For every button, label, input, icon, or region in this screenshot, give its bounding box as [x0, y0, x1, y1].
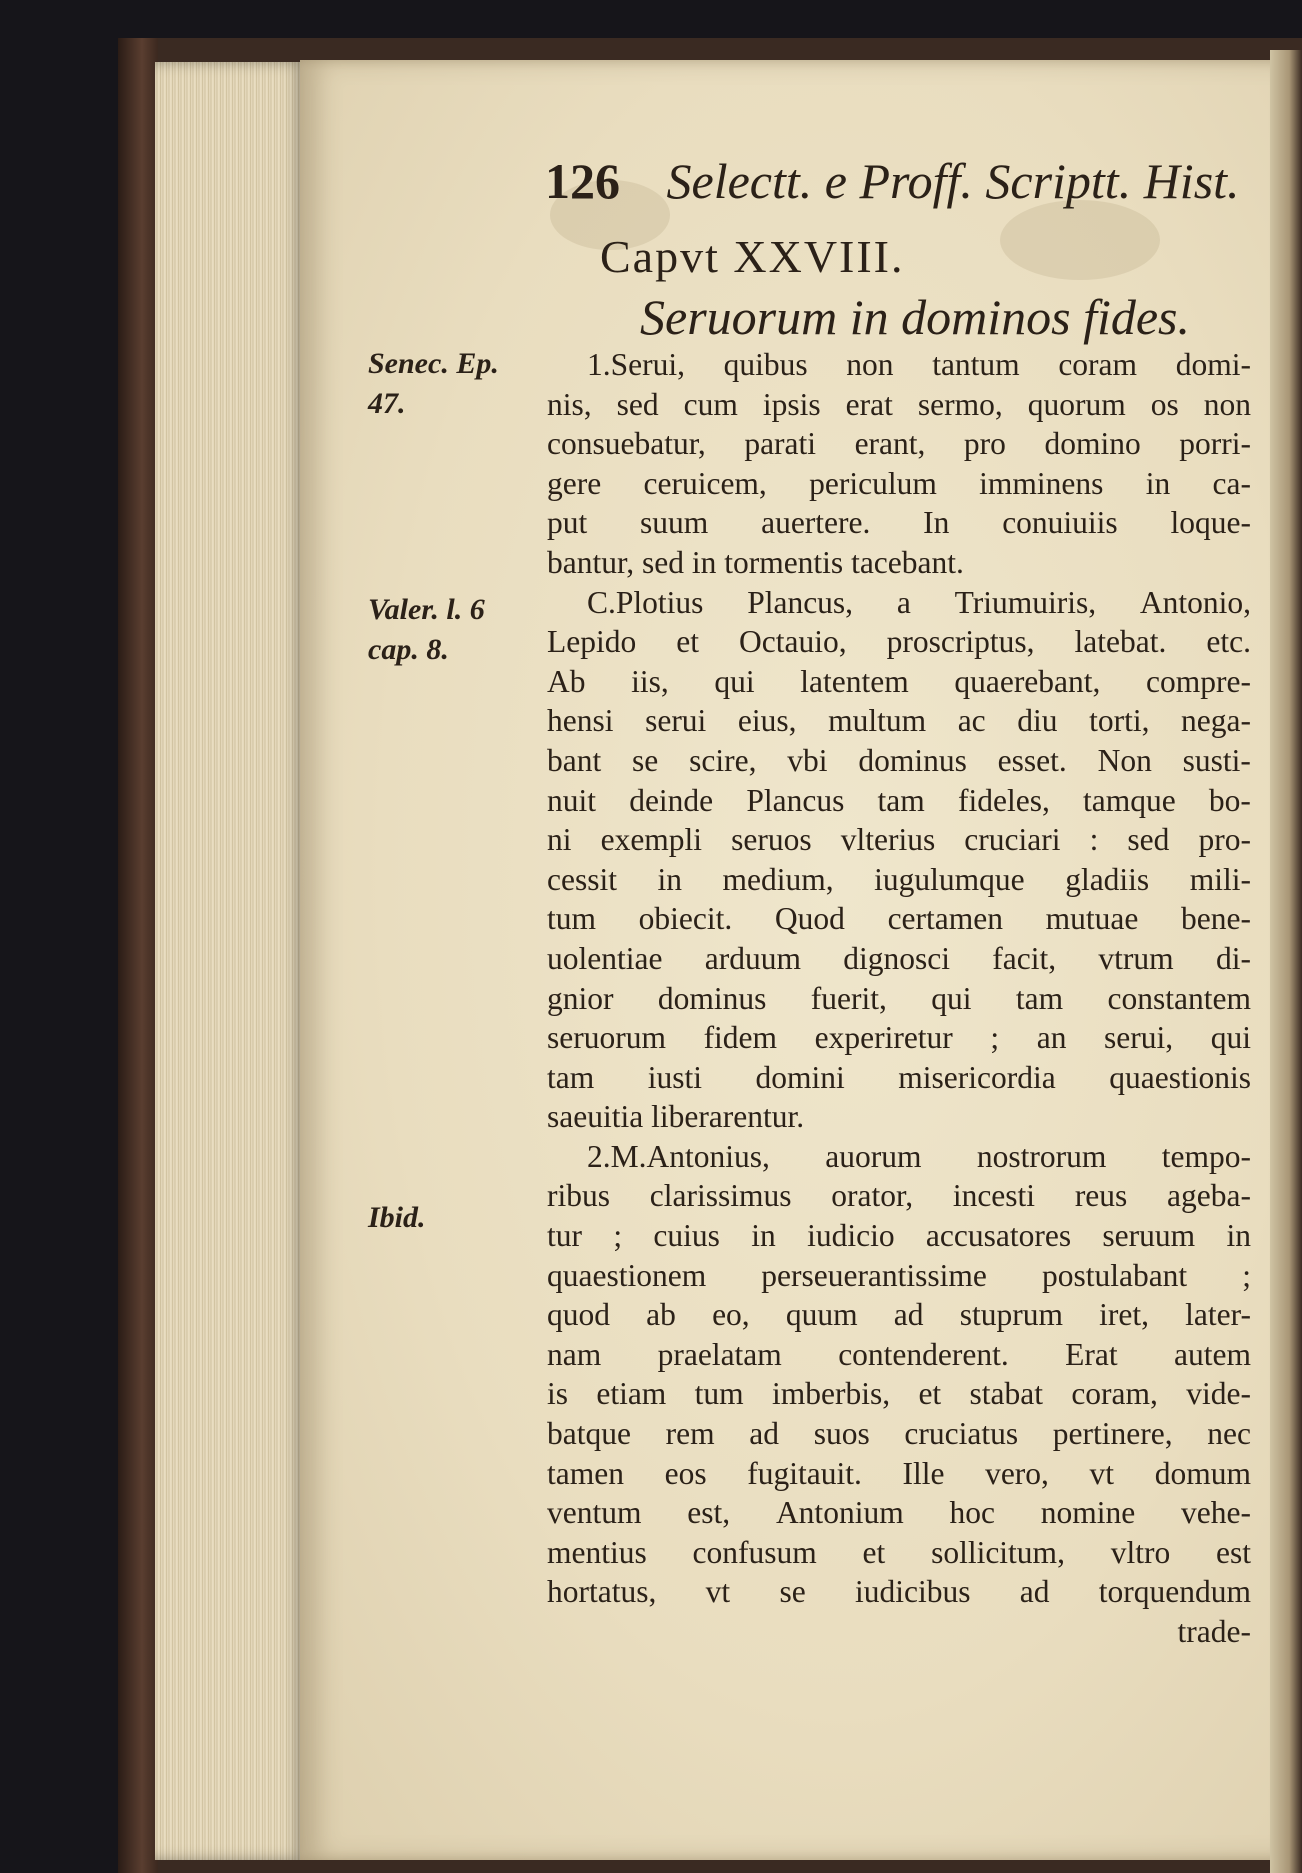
word: sed [616, 386, 659, 422]
word: vtrum [1098, 940, 1174, 976]
word: ad [893, 1297, 924, 1333]
word: coram, [1071, 1376, 1158, 1412]
word: cuius [653, 1218, 720, 1254]
page-right-edge [1270, 50, 1302, 1873]
word: in [751, 1218, 776, 1254]
word: vehe- [1181, 1495, 1251, 1531]
word: accusatores [925, 1218, 1072, 1254]
word: ; [1242, 1257, 1251, 1293]
margin-note-line: Senec. Ep. [368, 347, 499, 380]
word: ; [990, 1020, 1000, 1056]
word: domum [1154, 1455, 1251, 1491]
word: gere [547, 465, 602, 501]
word: hoc [949, 1495, 995, 1531]
word: Antonio, [1139, 584, 1251, 620]
word: fidem [703, 1020, 778, 1056]
word: domini [755, 1059, 845, 1095]
word: hensi [547, 703, 614, 739]
text-line [547, 1533, 1251, 1573]
word: dominus [657, 980, 767, 1016]
word: ipsis [762, 386, 821, 422]
word: confusum [692, 1534, 817, 1570]
word: etiam [596, 1376, 667, 1412]
margin-note-line: Valer. l. 6 [368, 593, 485, 626]
word: erat [845, 386, 893, 422]
word: medium, [722, 861, 834, 897]
text-line: saeuitia liberarentur. [547, 1099, 805, 1135]
word: nam [547, 1336, 602, 1372]
word: Plancus [746, 782, 845, 818]
word: fugitauit. [747, 1455, 862, 1491]
word: cruciatus [904, 1416, 1019, 1452]
word: praelatam [657, 1336, 782, 1372]
word: eo, [712, 1297, 750, 1333]
word: batque [547, 1416, 631, 1452]
word: pro [963, 426, 1006, 462]
word: ventum [547, 1495, 642, 1531]
text-line [547, 662, 1251, 702]
word: ceruicem, [643, 465, 767, 501]
word: sermo, [917, 386, 1003, 422]
word: hortatus, [547, 1574, 657, 1610]
word: nomine [1040, 1495, 1136, 1531]
text-line [547, 860, 1251, 900]
text-line [547, 1335, 1251, 1375]
word: deinde [629, 782, 714, 818]
word: fuerit, [810, 980, 887, 1016]
running-title: Selectt. e Proff. Scriptt. Hist. [666, 153, 1240, 209]
word: iudicibus [854, 1574, 971, 1610]
word: periculum [809, 465, 937, 501]
text-line [547, 583, 1251, 623]
word: nega- [1181, 703, 1251, 739]
text-line [547, 701, 1251, 741]
page-edges [155, 62, 305, 1860]
word: Non [1097, 742, 1152, 778]
word: latebat. [1074, 624, 1167, 660]
word: sed [1127, 822, 1170, 858]
word: tam [547, 1059, 595, 1095]
word: Plancus, [747, 584, 854, 620]
word: Antonium [775, 1495, 904, 1531]
word: qui [1210, 1020, 1251, 1056]
word: mili- [1189, 861, 1251, 897]
word: 2.M.Antonius, [587, 1138, 770, 1174]
word: gnior [547, 980, 614, 1016]
word: auertere. [761, 505, 871, 541]
word: orator, [831, 1178, 914, 1214]
text-line [547, 1414, 1251, 1454]
word: compre- [1146, 663, 1251, 699]
word: eius, [737, 703, 797, 739]
word: erant, [854, 426, 926, 462]
word: et [918, 1376, 942, 1412]
word: torquendum [1098, 1574, 1251, 1610]
word: se [632, 742, 659, 778]
word: tum [694, 1376, 744, 1412]
page-number: 126 [545, 153, 620, 209]
word: vt [1089, 1455, 1115, 1491]
word: ad [1019, 1574, 1050, 1610]
word: imminens [979, 465, 1104, 501]
word: quod [547, 1297, 610, 1333]
word: later- [1185, 1297, 1251, 1333]
word: Triumuiris, [954, 584, 1097, 620]
word: certamen [887, 901, 1003, 937]
word: parati [744, 426, 817, 462]
margin-note [368, 344, 543, 424]
word: gladiis [1065, 861, 1150, 897]
text-line [547, 1493, 1251, 1533]
word: se [779, 1574, 806, 1610]
word: tantum [932, 347, 1020, 382]
body-text [547, 345, 1251, 1652]
word: constantem [1107, 980, 1251, 1016]
word: scire, [689, 742, 757, 778]
text-line [547, 424, 1251, 464]
word: Ab [547, 663, 586, 699]
word: non [846, 347, 894, 382]
word: Ille [902, 1455, 945, 1491]
word: vero, [985, 1455, 1049, 1491]
chapter-subtitle: Seruorum in dominos fides. [640, 289, 1190, 345]
word: latentem [800, 663, 909, 699]
text-line [547, 939, 1251, 979]
word: iis, [631, 663, 669, 699]
word: vltro [1110, 1534, 1171, 1570]
word: tum [547, 901, 597, 937]
word: nec [1207, 1416, 1251, 1452]
text-line [547, 781, 1251, 821]
book-spine [118, 38, 158, 1873]
word: non [1203, 386, 1251, 422]
word: diu [1017, 703, 1058, 739]
margin-note [368, 590, 543, 670]
word: cruciari [964, 822, 1061, 858]
text-line [547, 1454, 1251, 1494]
word: pro- [1198, 822, 1251, 858]
word: iusti [647, 1059, 703, 1095]
word: tur [547, 1218, 582, 1254]
word: qui [714, 663, 755, 699]
text-line: bantur, sed in tormentis tacebant. [547, 544, 964, 580]
margin-note-line: cap. 8. [368, 633, 449, 666]
text-line [547, 464, 1251, 504]
word: tempo- [1161, 1138, 1251, 1174]
word: reus [1074, 1178, 1128, 1214]
text-line [547, 1137, 1251, 1177]
word: domi- [1175, 347, 1251, 382]
word: seruos [731, 822, 812, 858]
word: ribus [547, 1178, 610, 1214]
word: 1.Serui, [587, 347, 685, 382]
word: vlterius [840, 822, 936, 858]
word: susti- [1182, 742, 1251, 778]
word: C.Plotius [587, 584, 704, 620]
word: Octauio, [739, 624, 847, 660]
word: perseuerantissime [761, 1257, 987, 1293]
word: stuprum [959, 1297, 1063, 1333]
word: bene- [1181, 901, 1251, 937]
word: Erat [1065, 1336, 1118, 1372]
word: stabat [969, 1376, 1043, 1412]
word: quum [785, 1297, 858, 1333]
text-line [547, 979, 1251, 1019]
word: clarissimus [649, 1178, 792, 1214]
word: conuiuiis [1002, 505, 1118, 541]
word: tamen [547, 1455, 624, 1491]
word: ac [957, 703, 986, 739]
word: fideles, [957, 782, 1050, 818]
chapter-heading: Capvt XXVIII. [600, 231, 905, 282]
word: ; [613, 1218, 623, 1254]
word: porri- [1179, 426, 1251, 462]
word: tam [1015, 980, 1064, 1016]
word: in [657, 861, 683, 897]
text-line [547, 385, 1251, 425]
text-line [547, 503, 1251, 543]
word: tamque [1083, 782, 1176, 818]
word: di- [1215, 940, 1251, 976]
word: cum [683, 386, 738, 422]
word: vt [705, 1574, 731, 1610]
text-line: trade- [1177, 1614, 1251, 1649]
text-line [547, 820, 1251, 860]
word: iret, [1099, 1297, 1149, 1333]
word: est, [687, 1495, 731, 1531]
margin-note-line: 47. [368, 387, 406, 420]
word: suos [813, 1416, 870, 1452]
text-line [547, 1216, 1251, 1256]
word: bo- [1208, 782, 1251, 818]
word: bant [547, 742, 602, 778]
word: consuebatur, [547, 426, 706, 462]
word: uolentiae [547, 940, 663, 976]
word: dominus [858, 742, 967, 778]
word: postulabant [1041, 1257, 1188, 1293]
text-line [547, 1374, 1251, 1414]
word: Lepido [547, 624, 637, 660]
word: autem [1173, 1336, 1251, 1372]
word: vide- [1186, 1376, 1251, 1412]
word: esset. [997, 742, 1067, 778]
text-line [547, 345, 1251, 385]
word: contenderent. [838, 1336, 1009, 1372]
word: obiecit. [638, 901, 733, 937]
word: iugulumque [874, 861, 1025, 897]
word: auorum [825, 1138, 922, 1174]
word: ca- [1212, 465, 1251, 501]
word: proscriptus, [886, 624, 1035, 660]
word: seruorum [547, 1020, 666, 1056]
text-line [547, 1572, 1251, 1612]
word: quorum [1027, 386, 1126, 422]
text-line [547, 1018, 1251, 1058]
word: qui [931, 980, 972, 1016]
word: serui, [1104, 1020, 1174, 1056]
word: serui [645, 703, 707, 739]
word: incesti [952, 1178, 1036, 1214]
word: is [547, 1376, 569, 1412]
word: est [1216, 1534, 1251, 1570]
word: mentius [547, 1534, 647, 1570]
text-line [547, 1058, 1251, 1098]
word: ab [646, 1297, 676, 1333]
word: quaerebant, [954, 663, 1101, 699]
word: In [923, 505, 950, 541]
word: imberbis, [771, 1376, 891, 1412]
word: coram [1058, 347, 1138, 382]
word: cessit [547, 861, 617, 897]
word: arduum [704, 940, 801, 976]
text-line [547, 622, 1251, 662]
word: suum [640, 505, 709, 541]
margin-note [368, 1198, 543, 1238]
word: sollicitum, [931, 1534, 1065, 1570]
word: loque- [1170, 505, 1251, 541]
word: rem [665, 1416, 715, 1452]
word: et [676, 624, 699, 660]
margin-note-line: Ibid. [368, 1201, 426, 1234]
running-header [545, 152, 1240, 209]
word: quaestionem [547, 1257, 707, 1293]
word: domino [1044, 426, 1141, 462]
word: ni [547, 822, 572, 858]
word: misericordia [898, 1059, 1056, 1095]
word: tam [877, 782, 925, 818]
word: quaestionis [1109, 1059, 1251, 1095]
word: experiretur [814, 1020, 953, 1056]
word: a [896, 584, 911, 620]
word: nostrorum [976, 1138, 1107, 1174]
word: os [1150, 386, 1179, 422]
word: nuit [547, 782, 597, 818]
word: exempli [600, 822, 703, 858]
word: facit, [992, 940, 1057, 976]
text-line [547, 741, 1251, 781]
word: in [1226, 1218, 1251, 1254]
text-line [547, 1256, 1251, 1296]
word: put [547, 505, 588, 541]
word: et [862, 1534, 886, 1570]
word: ad [749, 1416, 780, 1452]
word: : [1089, 822, 1099, 858]
word: multum [828, 703, 927, 739]
text-line [547, 1176, 1251, 1216]
word: Quod [774, 901, 845, 937]
word: quibus [723, 347, 808, 382]
word: seruum [1102, 1218, 1196, 1254]
text-line [547, 899, 1251, 939]
word: ageba- [1167, 1178, 1251, 1214]
word: vbi [787, 742, 828, 778]
word: torti, [1089, 703, 1150, 739]
word: pertinere, [1052, 1416, 1173, 1452]
word: etc. [1206, 624, 1251, 660]
word: in [1145, 465, 1171, 501]
word: dignosci [843, 940, 950, 976]
word: eos [664, 1455, 707, 1491]
word: mutuae [1045, 901, 1139, 937]
word: an [1036, 1020, 1067, 1056]
text-line [547, 1295, 1251, 1335]
word: nis, [547, 386, 592, 422]
word: iudicio [807, 1218, 895, 1254]
